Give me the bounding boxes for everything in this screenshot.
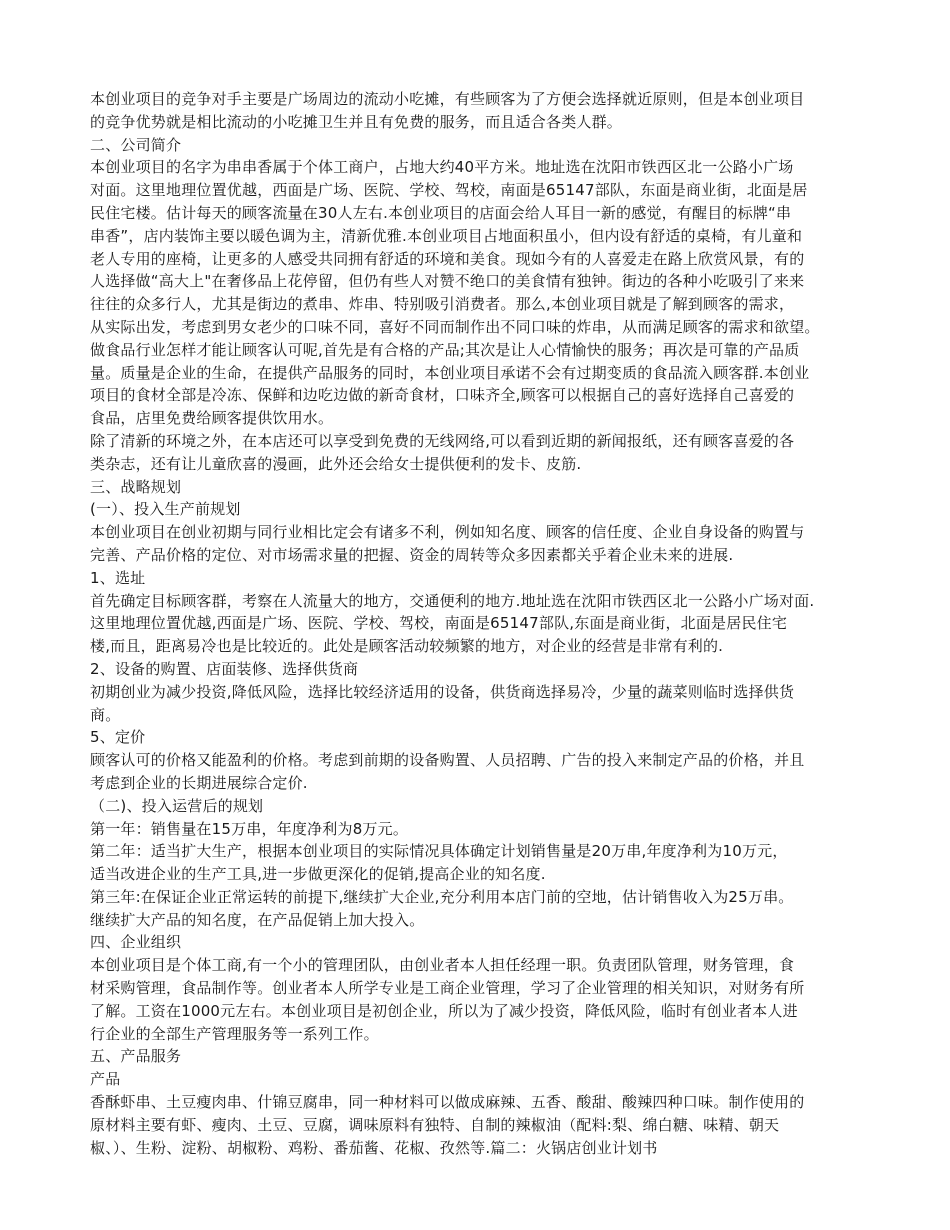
document-body	[90, 88, 870, 1159]
text-line: 本创业项目在创业初期与同行业相比定会有诸多不利，例如知名度、顾客的信任度、企业自身设备的购置与	[90, 523, 805, 542]
text-line: 第三年:在保证企业正常运转的前提下,继续扩大企业,充分利用本店门前的空地，估计销售收入为25万串。	[90, 887, 794, 906]
text-line: 完善、产品价格的定位、对市场需求量的把握、资金的周转等众多因素都关乎着企业未来的进展.	[90, 545, 734, 564]
text-line: 往往的众多行人，尤其是街边的煮串、炸串、特别吸引消费者。那么,本创业项目就是了解到顾客的需求，	[90, 295, 795, 314]
text-line: 本创业项目的竞争对手主要是广场周边的流动小吃摊，有些顾客为了方便会选择就近原则，但是本创业项目	[90, 90, 805, 108]
text-line: 对面。这里地理位置优越，西面是广场、医院、学校、驾校，南面是65147部队，东面是商业街，北面是居	[90, 181, 808, 200]
text-line: 老人专用的座椅，让更多的人感受共同拥有舒适的环境和美食。现如今有的人喜爱走在路上欣赏风景，有的	[90, 249, 805, 268]
text-line: (一）、投入生产前规划	[90, 500, 241, 519]
text-line: 楼,而且，距离易冷也是比较近的。此处是顾客活动较频繁的地方，对企业的经营是非常有利的.	[90, 637, 724, 656]
text-line: 三、战略规划	[90, 477, 182, 496]
text-line: 四、企业组织	[90, 933, 182, 952]
text-line: 考虑到企业的长期进展综合定价.	[90, 773, 308, 792]
text-line: 人选择做“高大上"在奢侈品上花停留，但仍有些人对赞不绝口的美食情有独钟。街边的各种小吃吸引了来来	[90, 272, 805, 291]
text-line: 商。	[90, 705, 121, 724]
text-line: 做食品行业怎样才能让顾客认可呢,首先是有合格的产品;其次是让人心情愉快的服务；再次是可靠的产品质	[90, 340, 800, 359]
text-line: 原材料主要有虾、瘦肉、土豆、豆腐，调味原料有独特、自制的辣椒油（配料:梨、绵白糖、味精、朝天	[90, 1115, 780, 1134]
text-line: 项目的食材全部是冷冻、保鲜和边吃边做的新奇食材，口味齐全,顾客可以根据自己的喜好选择自己喜爱的	[90, 386, 795, 405]
text-line: 继续扩大产品的知名度，在产品促销上加大投入。	[90, 910, 425, 929]
text-line: 首先确定目标顾客群，考察在人流量大的地方，交通便利的地方.地址选在沈阳市铁西区北一公路小广场对面.	[90, 591, 815, 610]
text-line: 产品	[90, 1070, 121, 1089]
text-line: 除了清新的环境之外，在本店还可以享受到免费的无线网络,可以看到近期的新闻报纸，还有顾客喜爱的各	[90, 431, 795, 450]
text-line: 5、定价	[90, 728, 146, 747]
text-line: 本创业项目的名字为串串香属于个体工商户，占地大约40平方米。地址选在沈阳市铁西区北一公路小广场	[90, 158, 794, 177]
text-line: 的竞争优势就是相比流动的小吃摊卫生并且有免费的服务，而且适合各类人群。	[90, 112, 623, 131]
text-line: 食品，店里免费给顾客提供饮用水。	[90, 409, 334, 428]
text-line: 二、公司简介	[90, 135, 182, 154]
text-line: 行企业的全部生产管理服务等一系列工作。	[90, 1024, 379, 1043]
text-line: 本创业项目是个体工商,有一个小的管理团队，由创业者本人担任经理一职。负责团队管理，财务管理，食	[90, 956, 795, 975]
text-line: 顾客认可的价格又能盈利的价格。考虑到前期的设备购置、人员招聘、广告的投入来制定产品的价格，并且	[90, 751, 805, 770]
text-line: 量。质量是企业的生命，在提供产品服务的同时，本创业项目承诺不会有过期变质的食品流入顾客群.本创业	[90, 363, 810, 382]
text-line: 五、产品服务	[90, 1047, 182, 1066]
text-line: 初期创业为减少投资,降低风险，选择比较经济适用的设备，供货商选择易冷，少量的蔬菜则临时选择供货	[90, 682, 795, 701]
text-line: 了解。工资在1000元左右。本创业项目是初创企业，所以为了减少投资，降低风险，临时有创业者本人进	[90, 1001, 798, 1020]
text-line: 适当改进企业的生产工具,进一步做更深化的促销,提高企业的知名度.	[90, 865, 546, 884]
text-line: 第二年：适当扩大生产，根据本创业项目的实际情况具体确定计划销售量是20万串,年度净利为10万元，	[90, 842, 788, 861]
text-line: 类杂志，还有让儿童欣喜的漫画，此外还会给女士提供便利的发卡、皮筋.	[90, 454, 582, 473]
text-line: 2、设备的购置、店面装修、选择供货商	[90, 659, 359, 678]
text-line: 椒、）、生粉、淀粉、胡椒粉、鸡粉、番茄酱、花椒、孜然等.篇二：火锅店创业计划书	[90, 1138, 658, 1157]
text-line: 串香”，店内装饰主要以暖色调为主，清新优雅.本创业项目占地面积虽小，但内设有舒适的桌椅，有儿童和	[90, 226, 803, 245]
text-line: 第一年：销售量在15万串，年度净利为8万元。	[90, 819, 409, 838]
text-line: （二)、投入运营后的规划	[90, 796, 264, 815]
text-line: 这里地理位置优越,西面是广场、医院、学校、驾校，南面是65147部队,东面是商业街，北面是居民住宅	[90, 614, 788, 633]
text-line: 1、选址	[90, 568, 146, 587]
text-line: 从实际出发，考虑到男女老少的口味不同，喜好不同而制作出不同口味的炸串，从而满足顾客的需求和欲望。	[90, 317, 820, 336]
text-line: 民住宅楼。估计每天的顾客流量在30人左右.本创业项目的店面会给人耳目一新的感觉，有醒目的标牌“串	[90, 203, 792, 222]
text-line: 香酥虾串、土豆瘦肉串、什锦豆腐串，同一种材料可以做成麻辣、五香、酸甜、酸辣四种口味。制作使用的	[90, 1093, 805, 1112]
text-line: 材采购管理，食品制作等。创业者本人所学专业是工商企业管理，学习了企业管理的相关知识，对财务有所	[90, 979, 805, 998]
